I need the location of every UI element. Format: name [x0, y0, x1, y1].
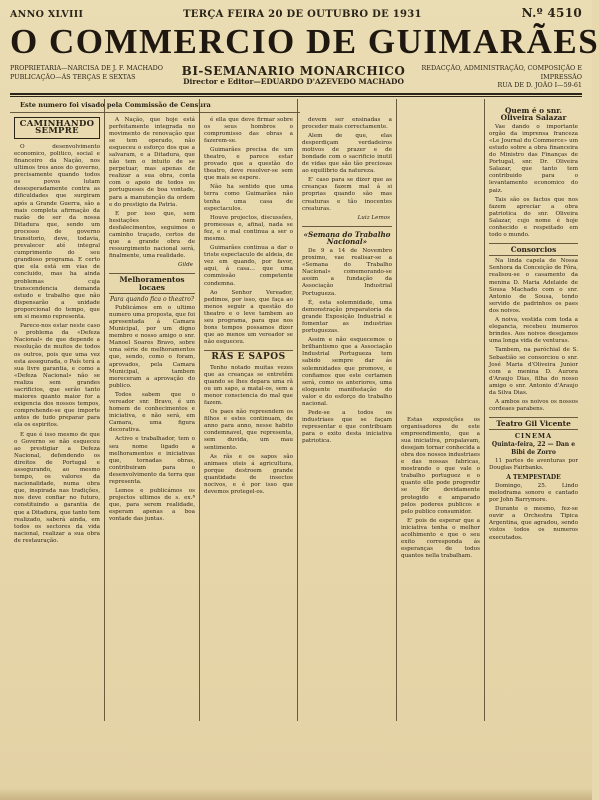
- paragraph: O desenvolvimento economico, politico, social e financeiro da Nação, nos ultimos tres anos do governo, precisamente quando todos os povos lutam desesperadamente contra as dificuldades que surgiram após a Grande Guerra, são a mais completa afirmação da razão de ser da nossa Ditadura que, sendo um processo de governo transitorio, deve, todavia, prevalecer até integral cumprimento do seu grandioso programa. E certo que ela está em vias de concluido, mas ha ainda problemas cuja transcendencia demanda estudo e trabalho que não dispensarão a unidade proporcional do tempo, que em si mesmo representa.: [14, 143, 100, 321]
- column-5-continued-space: [401, 117, 480, 417]
- section-heading-ras-e-sapos: RÃS E SAPOS: [204, 350, 293, 361]
- paragraph: Publicámos em o ultimo numero uma proposta, que foi apresentada á Camara Municipal, por um digno membro e nosso amigo o snr. Manoel Soares Bravo, sobre uma série de melhoramentos que, sendo, como o foram, aprovados, pela Camara Municipal, tambem mereceram a aprovação do publico.: [109, 304, 195, 389]
- paragraph: é ella que deve firmar sobre os seus hombros o compromisso das obras a fazerem-se.: [204, 116, 293, 144]
- section-heading-semana-trabalho: «Semana do Trabalho Nacional»: [302, 226, 392, 245]
- column-4: [298, 99, 397, 721]
- signature: Luiz Lemos: [357, 214, 390, 221]
- issue-number: N.º 4510: [521, 6, 582, 20]
- paragraph: devem ser ensinadas a proceder mais correctamente.: [302, 116, 392, 130]
- cinema-label: CINEMA: [514, 432, 553, 441]
- issue-date: TERÇA FEIRA 20 DE OUTUBRO DE 1931: [183, 9, 422, 20]
- paper-edge-stain: [0, 788, 592, 800]
- paragraph: Guimarães precisa de um theatro, e parece estar provado que a questão do theatro, deve resolver-se sem que mais se espere.: [204, 146, 293, 182]
- section-heading-melhoramentos: Melhoramentos locaes: [109, 273, 195, 293]
- paragraph: Tambem, na paróchial de S. Sebastião se consorciou o snr. José Maria d'Oliveira Junior com a menina D. Aurora d'Araujo Dias, filha do nosso amigo o snr. Antonio d'Araujo da Silva Dias.: [489, 347, 578, 396]
- censura-spacer: [401, 99, 480, 117]
- paragraph: Pede-se a todos os industriaes que se façam representar e que contribuam para o exito desta iniciativa patriotica.: [302, 410, 392, 445]
- section-subheading-theatro: Para quando fica o theatro?: [109, 295, 195, 303]
- director-line: Director e Editor—EDUARDO D'AZEVEDO MACHADO: [183, 77, 404, 86]
- column-6: [485, 99, 582, 721]
- paragraph: Não ha sentido que uma terra como Guimarães não tenha uma casa de espectaculos.: [204, 184, 293, 212]
- film-title: A TEMPESTADE: [506, 473, 561, 481]
- paragraph: E que é isso mesmo de que o Governo se não esqueceu ao prestigiar a Defeza Nacional, defendendo os direitos de Portugal e assegurando, ao mesmo tempo, os valores da nacionalidade, numa obra que, inspirada nas tradições, nos deve confiar no futuro, constituindo a garantia de que a Ditadura, que tanto tem realizado, saberá ainda, em todos os sectores da vida nacional, realizar a sua obra de restauração.: [14, 431, 100, 544]
- paragraph: Os paes não repreendem os filhos e estes continuam, de anno para anno, nesse habito condemnavel, que representa, sem duvida, um mau sentimento.: [204, 409, 293, 451]
- paragraph: Vae dando o importante orgão da imprensa franceza «Le Journal du Commerce» um estudo sobre a obra financeira do Ministro das Finanças de Portugal, snr. Dr. Oliveira Salazar, que tanto tem contribuido para o levantamento economico do paiz.: [489, 123, 578, 194]
- paragraph: A ambos os noivos os nossos cordeaes parabens.: [489, 399, 578, 413]
- paragraph: Tenho notado muitas vezes que as creanças se entretêm quando se lhes depara uma rã ou um sapo, a matal-os, sem a menor consciencia do mal que fazem.: [204, 364, 293, 406]
- paragraph: Domingo, 25. Lindo melodrama sonoro e cantado por John Barrymore.: [489, 482, 578, 504]
- section-heading-consorcios: Consorcios: [489, 243, 578, 256]
- column-5: [397, 99, 485, 721]
- paragraph: Activo e trabalhador, tem o seu nome ligado a melhoramentos e iniciativas que, tornadas obras, contribuiram para o desenvolvimento da terra que representa.: [109, 436, 195, 485]
- article-columns: [10, 99, 582, 721]
- paragraph: E' pois de esperar que a iniciativa tenha o melhor acolhimento e que o seu exito corresponda ás esperanças de todos quantos nella trabalham.: [401, 517, 480, 560]
- paragraph: Tais são os factos que nos fazem apreciar a obra patriotica do snr. Oliveira Salazar, cujo nome é hoje conhecido e respeitado em todo o mundo.: [489, 196, 578, 239]
- paragraph: De 9 a 14 de Novembro proximo, vae realisar-se a «Semana do Trabalho Nacional» comemorando-se assim a fundação da Associação Industrial Portugueza.: [302, 248, 392, 297]
- proprietaria-line: PROPRIETARIA—NARCISA DE J. F. MACHADO: [10, 64, 164, 72]
- paragraph: E por isso que, sem hesitações nem desfalecimentos, seguimos o caminho traçado, certos de que a grande obra de ressurgimento nacional será, finalmente, uma realidade.: [109, 210, 195, 260]
- paragraph: As rãs e os sapos são animaes uteis á agricultura, porque destroem grande quantidade de insectos nocivos, e é por isso que devemos protegel-os.: [204, 453, 293, 496]
- column-2: [105, 99, 200, 721]
- masthead-center-info: [180, 64, 407, 87]
- masthead-left-info: [10, 64, 180, 81]
- masthead-title: O COMMERCIO DE GUIMARÃES: [10, 22, 599, 61]
- paragraph: Parece-nos estar neste caso o problema da «Defeza Nacional» de que depende a resolução de muitos de todos os outros, pois que uma vez esta assegurada, o País terá a sua livre garantia, e como a «Defeza Nacional» não se realiza sem grandes sacrificios, que serão tanto maiores quanto maior for a exigencia dos nossos tempos, comprehende-se que importe antes de tudo preparar para ela os espiritos.: [14, 323, 100, 429]
- paragraph: Na linda capela de Nossa Senhora da Conceição de Fôra, realisou-se o casamento da menina D. Maria Adelaide de Sousa Machado com o snr. Antonio de Sousa, tendo servido de padrinhos os paes dos noivos.: [489, 258, 578, 314]
- paragraph: Lemos e publicámos os projectos ultimos de s. ex.ª que, para serem realidade, esperam apenas a boa vontade das juntas.: [109, 488, 195, 523]
- column-6-top-spacer: [489, 99, 578, 105]
- section-heading-teatro: Teatro Gil Vicente: [489, 417, 578, 430]
- paragraph: Durante o mesmo, fez-se ouvir a Orchestra Tipica Argentina, que agradou, sendo vistos todos os numeros executados.: [489, 506, 578, 541]
- anno-label: ANNO XLVIII: [10, 9, 84, 20]
- masthead-subrow: [10, 64, 582, 90]
- paragraph: 11 partes de aventuras por Douglas Fairbanks.: [489, 457, 578, 471]
- censura-spacer: [204, 99, 293, 117]
- paragraph: E' caso para se dizer que as creanças fazem mal á si proprias quando são mas creaturas e tão inocentes creaturas.: [302, 177, 392, 212]
- censura-spacer: [109, 99, 195, 117]
- film-title: Quinta-feira, 22 — Dan e Bibi de Zorro: [491, 441, 576, 456]
- header-topline: [10, 6, 582, 20]
- redaccao-line: REDACÇÃO, ADMINISTRAÇÃO, COMPOSIÇÃO E IMPRESSÃO: [421, 64, 582, 81]
- paragraph: Guimarães continua a dar o triste espectaculo de aldeia, de vez em quando, por favor, aqui, á casa... que uma commissão competente condemna.: [204, 245, 293, 287]
- paragraph: A noiva, vestida com toda a elegancia, recebeu inumeros brindes. Aos noivos desejamos uma longa vida de venturas.: [489, 317, 578, 345]
- paragraph: Estas exposições os organisadores de este empreendimento, que a sua iniciativa, propalavam, desejam tornar conhecida a obra dos nossos industriaes e das nossas fabricas, mostrando o que vale o trabalho portuguez e o quanto elle pode progredir se fôr devidamente protegido e amparado pelos poderes publicos e pelo publico consumidor.: [401, 416, 480, 515]
- rua-line: RUA DE D. JOÃO I—59-61: [497, 81, 582, 89]
- paragraph: Assim e não esquecemos o brilhantismo que a Associação Industrial Portugueza tem sabido sempre dar ás solemnidades que promove, e confiamos que este certamen será, como os anteriores, uma eloquente manifestação do valor e do esforço do trabalho nacional.: [302, 337, 392, 407]
- paragraph: Todos sabem que o vereador snr. Bravo, é um homem de conhecimentos e iniciativa, e não será, em Camara, uma figura decorativa.: [109, 391, 195, 434]
- paragraph: Houve projectos, discussões, promessas e, afinal, nada se fez, e o mal continua a ser o mesmo.: [204, 214, 293, 242]
- article-heading-caminhando: CAMINHANDO SEMPRE: [14, 117, 100, 139]
- censura-notice: Este numero foi visado pela Commissão de Censura: [10, 99, 300, 113]
- masthead-right-info: [407, 64, 582, 90]
- paragraph: A Nação, que hoje está perfeitamente integrada no movimento de renovação que se tem operado, não esqueceu o esforço dos que a salvaram, e a Ditadura, que não tem o intuito de se perpetuar, mas apenas de realizar a sua obra, conta com o apoio de todos os portugueses de boa vontade, para a manutenção da ordem e do prestigio da Patria.: [109, 116, 195, 208]
- column-3: [200, 99, 298, 721]
- article-heading-salazar: Quem é o snr. Oliveira Salazar: [500, 105, 567, 122]
- signature: Gilde: [178, 262, 193, 269]
- paragraph: Ao Senhor Vereador, pedimos, por isso, que faça ao menos seguir a questão do theatro e o leve tambem ao seu programa, para que nos bons tempos possamos dizer que ao menos um vereador se não esqueceu.: [204, 289, 293, 346]
- header-rule: [10, 93, 582, 97]
- paragraph: É, esta solemnidade, uma demonstração preparatoria da grande Exposição Industrial e fomentar as industrias portuguezas.: [302, 299, 392, 335]
- publicacao-line: PUBLICAÇÃO—ÁS TERÇAS E SEXTAS: [10, 72, 136, 81]
- censura-spacer: [302, 99, 392, 117]
- bisemanario-label: BI-SEMANARIO MONARCHICO: [181, 64, 406, 78]
- paragraph: Alem de que, elas desperdiçam verdadeiros motivos de prazer e de bondade com o sacrificio inutil de vidas que são tão preciosas ao equilibrio da natureza.: [302, 132, 392, 175]
